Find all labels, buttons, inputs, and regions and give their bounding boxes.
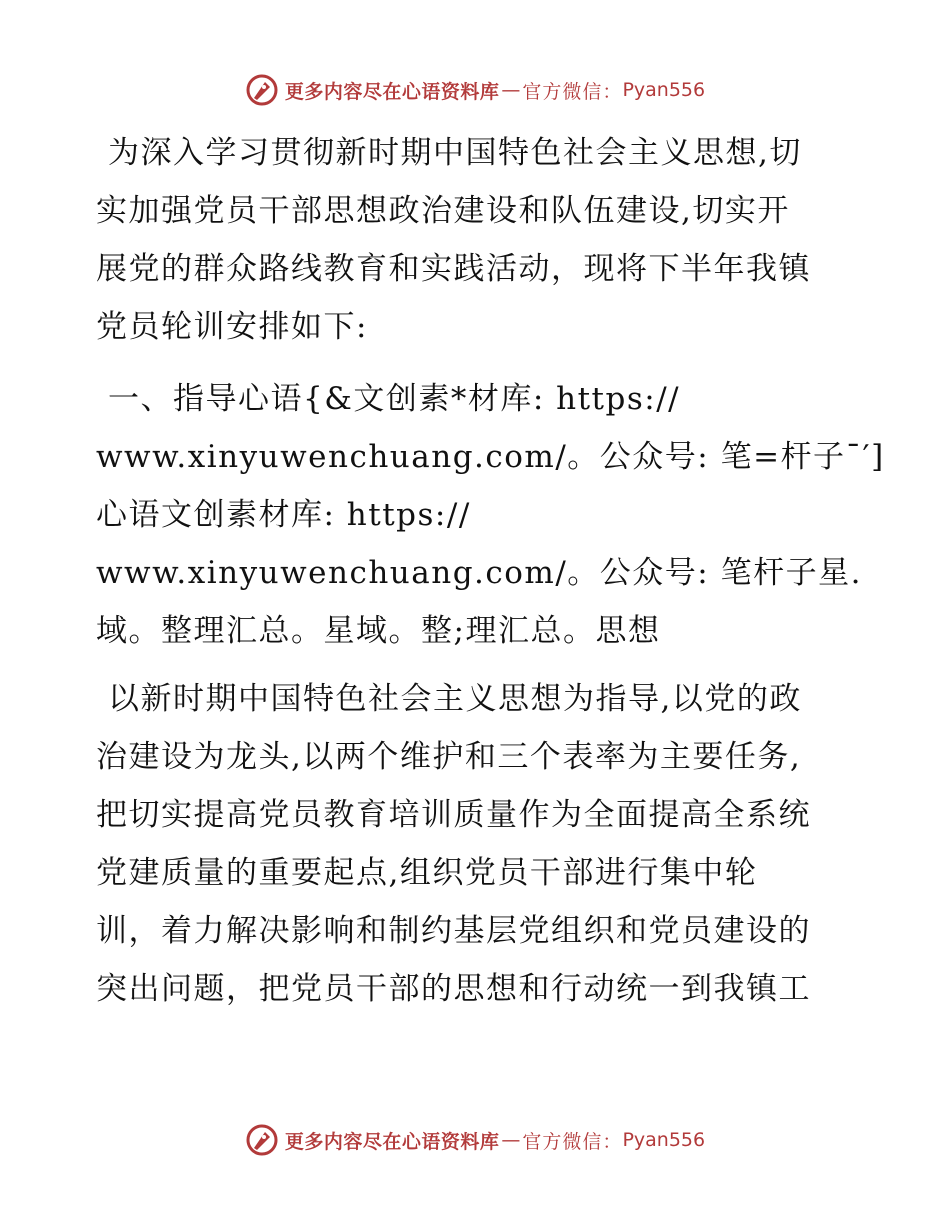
watermark-official-label: 官方微信：: [522, 80, 623, 103]
text-line: 把切实提高党员教育培训质量作为全面提高全系统: [96, 797, 811, 833]
watermark-dash: —: [501, 1129, 521, 1151]
watermark-dash: —: [501, 79, 521, 101]
document-body: [96, 124, 885, 1018]
watermark-main-text: 更多内容尽在心语资料库: [284, 80, 500, 103]
footer-watermark: [0, 1120, 950, 1160]
pen-nib-logo-icon: [245, 73, 279, 107]
text-line: 以新时期中国特色社会主义思想为指导,以党的政: [108, 681, 802, 717]
watermark-main-text: 更多内容尽在心语资料库: [284, 1130, 500, 1153]
text-line: 突出问题，把党员干部的思想和行动统一到我镇工: [96, 971, 811, 1007]
text-line: 党建质量的重要起点,组织党员干部进行集中轮: [96, 855, 758, 891]
text-line: 一、指导心语{&文创素*材库: https://: [108, 381, 681, 417]
guidance-paragraph: [96, 670, 856, 1018]
text-line: 治建设为龙头,以两个维护和三个表率为主要任务,: [96, 739, 802, 775]
intro-paragraph: [96, 124, 856, 356]
text-line: 域。整理汇总。星域。整;理汇总。思想: [96, 613, 661, 649]
pen-nib-logo-icon: [245, 1123, 279, 1157]
text-line: 为深入学习贯彻新时期中国特色社会主义思想,切: [108, 135, 802, 171]
text-line: 心语文创素材库: https://: [96, 497, 471, 533]
section-one-heading: [96, 370, 885, 660]
watermark-wechat-id: Pyan556: [622, 1129, 706, 1151]
text-line: 展党的群众路线教育和实践活动，现将下半年我镇: [96, 251, 811, 287]
text-line: 实加强党员干部思想政治建设和队伍建设,切实开: [96, 193, 790, 229]
text-line: 党员轮训安排如下:: [96, 309, 368, 345]
text-line: www.xinyuwenchuang.com/。公众号: 笔杆子星.: [96, 555, 862, 591]
watermark-official-label: 官方微信：: [522, 1130, 623, 1153]
watermark-wechat-id: Pyan556: [622, 79, 706, 101]
header-watermark: [0, 70, 950, 110]
text-line: www.xinyuwenchuang.com/。公众号: 笔=杆子¯′]: [96, 439, 885, 475]
text-line: 训，着力解决影响和制约基层党组织和党员建设的: [96, 913, 811, 949]
